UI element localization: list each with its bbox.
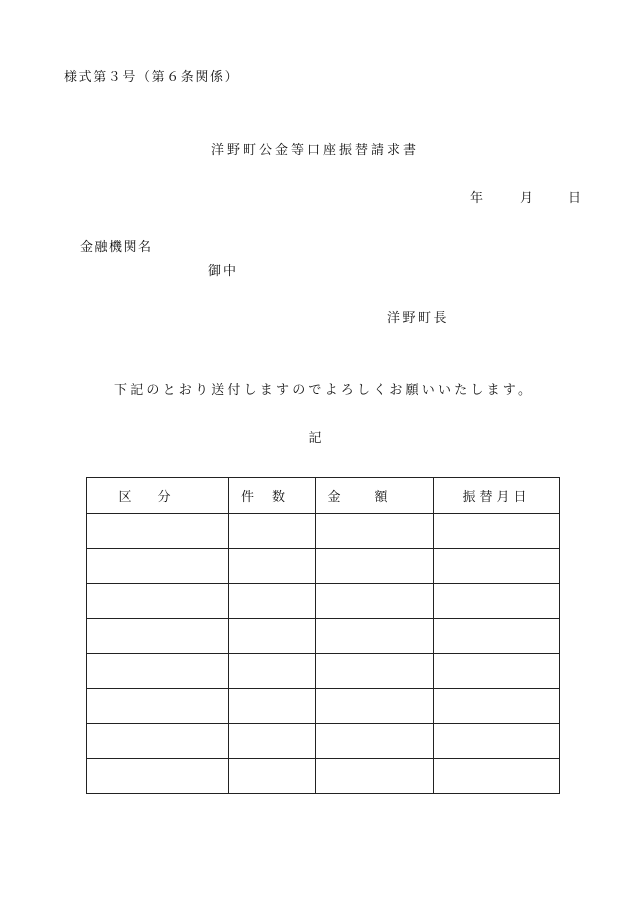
table-row <box>87 689 560 724</box>
header-category: 区分 <box>87 478 229 514</box>
table-cell[interactable] <box>434 514 560 549</box>
table-cell[interactable] <box>434 654 560 689</box>
table-cell[interactable] <box>434 724 560 759</box>
table-cell[interactable] <box>229 619 316 654</box>
recipient-label: 金融機関名 <box>80 240 153 255</box>
table-cell[interactable] <box>434 689 560 724</box>
header-transfer-date: 振替月日 <box>434 478 560 514</box>
table-cell[interactable] <box>229 689 316 724</box>
table-cell[interactable] <box>229 549 316 584</box>
table-row <box>87 584 560 619</box>
header-count: 件数 <box>229 478 316 514</box>
table-row <box>87 549 560 584</box>
table-cell[interactable] <box>229 759 316 794</box>
table-cell[interactable] <box>87 619 229 654</box>
table-cell[interactable] <box>87 689 229 724</box>
table-cell[interactable] <box>87 584 229 619</box>
table-row <box>87 724 560 759</box>
table-cell[interactable] <box>316 549 434 584</box>
table-cell[interactable] <box>434 584 560 619</box>
table-cell[interactable] <box>229 584 316 619</box>
table-header-row <box>87 478 560 514</box>
table-cell[interactable] <box>229 724 316 759</box>
date-year-label: 年 <box>470 191 484 206</box>
table-cell[interactable] <box>434 619 560 654</box>
ki-heading: 記 <box>308 431 322 446</box>
table-cell[interactable] <box>87 724 229 759</box>
table-cell[interactable] <box>434 549 560 584</box>
sender-name: 洋野町長 <box>387 311 450 326</box>
table-row <box>87 619 560 654</box>
table-cell[interactable] <box>229 514 316 549</box>
date-day-label: 日 <box>568 191 582 206</box>
table-row <box>87 514 560 549</box>
table-row <box>87 759 560 794</box>
header-amount: 金額 <box>316 478 434 514</box>
table-cell[interactable] <box>87 514 229 549</box>
table-cell[interactable] <box>316 689 434 724</box>
table-cell[interactable] <box>87 654 229 689</box>
table-body <box>87 514 560 794</box>
table-cell[interactable] <box>316 514 434 549</box>
transfer-table <box>86 477 560 794</box>
recipient-honorific: 御中 <box>208 264 239 279</box>
table-row <box>87 654 560 689</box>
table-cell[interactable] <box>316 724 434 759</box>
table-cell[interactable] <box>316 654 434 689</box>
table-cell[interactable] <box>316 759 434 794</box>
document-title: 洋野町公金等口座振替請求書 <box>210 143 419 158</box>
form-number: 様式第３号（第６条関係） <box>64 70 240 85</box>
date-month-label: 月 <box>520 191 534 206</box>
table-cell[interactable] <box>87 549 229 584</box>
table-cell[interactable] <box>316 619 434 654</box>
table-cell[interactable] <box>229 654 316 689</box>
table-cell[interactable] <box>316 584 434 619</box>
table-cell[interactable] <box>434 759 560 794</box>
request-message: 下記のとおり送付しますのでよろしくお願いいたします。 <box>114 383 535 398</box>
table-cell[interactable] <box>87 759 229 794</box>
